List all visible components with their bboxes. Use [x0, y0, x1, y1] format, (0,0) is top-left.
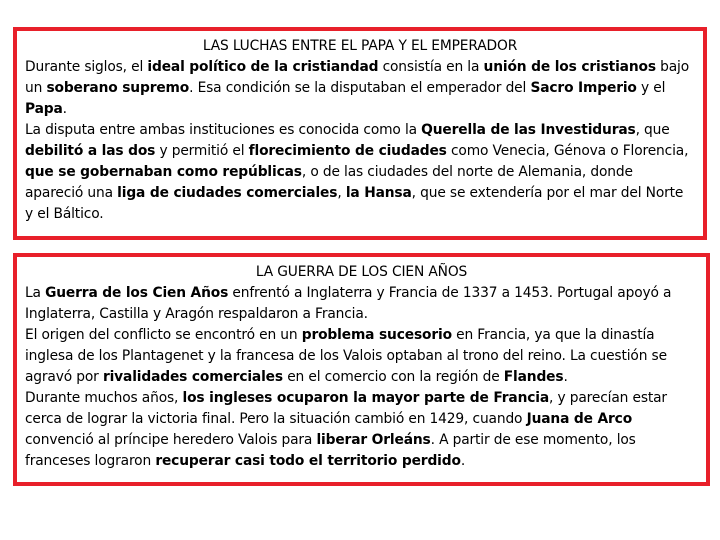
emphasis-text: unión de los cristianos [483, 59, 656, 75]
paragraph [25, 120, 695, 225]
emphasis-text: los ingleses ocuparon la mayor parte de Francia [182, 390, 550, 406]
text-run: La [25, 285, 46, 301]
emphasis-text: soberano supremo [46, 80, 190, 96]
emphasis-text: debilitó a las dos [25, 143, 156, 159]
text-run: como Venecia, Génova o Florencia, [446, 143, 689, 159]
text-run: enfrentó a Inglaterra y Francia de 1337 a 1453. Portugal apoyó a Inglaterra, Castilla y Aragón respaldaron a Francia. [25, 285, 672, 322]
section-title: LAS LUCHAS ENTRE EL PAPA Y EL EMPERADOR [202, 38, 518, 54]
emphasis-text: liga de ciudades comerciales [117, 185, 338, 201]
emphasis-text: Sacro Imperio [530, 80, 637, 96]
emphasis-text: rivalidades comerciales [102, 369, 283, 385]
emphasis-text: ideal político de la cristiandad [147, 59, 379, 75]
text-run: y el [636, 80, 666, 96]
section-title: LA GUERRA DE LOS CIEN AÑOS [255, 264, 468, 280]
text-run: bajo un [25, 59, 690, 96]
emphasis-text: florecimiento de ciudades [248, 143, 447, 159]
emphasis-text: problema sucesorio [301, 327, 452, 343]
section-box-luchas [13, 27, 707, 240]
emphasis-text: la Hansa [345, 185, 412, 201]
paragraph [25, 283, 698, 325]
text-run: . [563, 369, 568, 385]
text-run: consistía en la [378, 59, 484, 75]
text-run: y permitió el [155, 143, 249, 159]
text-run: , que se extendería por el mar del Norte y el Báltico. [25, 185, 684, 222]
emphasis-text: Flandes [503, 369, 564, 385]
text-run: convenció al príncipe heredero Valois para [25, 432, 317, 448]
text-run: . [460, 453, 466, 469]
paragraph [25, 388, 698, 472]
emphasis-text: Papa [25, 101, 63, 117]
section-box-guerra [13, 253, 710, 486]
emphasis-text: Guerra de los Cien Años [45, 285, 229, 301]
text-run: Durante siglos, el [25, 59, 148, 75]
text-run: , que [635, 122, 670, 138]
emphasis-text: Querella de las Investiduras [421, 122, 636, 138]
text-run: . Esa condición se la disputaban el emperador del [189, 80, 531, 96]
paragraph [25, 325, 698, 388]
paragraph [25, 57, 695, 120]
text-run: El origen del conflicto se encontró en un [25, 327, 302, 343]
emphasis-text: liberar Orleáns [316, 432, 431, 448]
text-run: . [62, 101, 67, 117]
text-run: , [337, 185, 346, 201]
text-run: en Francia, ya que la dinastía inglesa de los Plantagenet y la francesa de los Valois optaban al trono del reino. La cuestión se agravó por [25, 327, 667, 385]
emphasis-text: que se gobernaban como repúblicas [25, 164, 302, 180]
text-run: . A partir de ese momento, los franceses lograron [25, 432, 636, 469]
emphasis-text: Juana de Arco [526, 411, 633, 427]
text-run: en el comercio con la región de [282, 369, 504, 385]
emphasis-text: recuperar casi todo el territorio perdido [155, 453, 461, 469]
text-run: , y parecían estar cerca de lograr la victoria final. Pero la situación cambió en 1429, cuando [25, 390, 667, 427]
text-run: , o de las ciudades del norte de Alemania, donde apareció una [25, 164, 633, 201]
text-run: Durante muchos años, [25, 390, 183, 406]
text-run: La disputa entre ambas instituciones es conocida como la [25, 122, 422, 138]
